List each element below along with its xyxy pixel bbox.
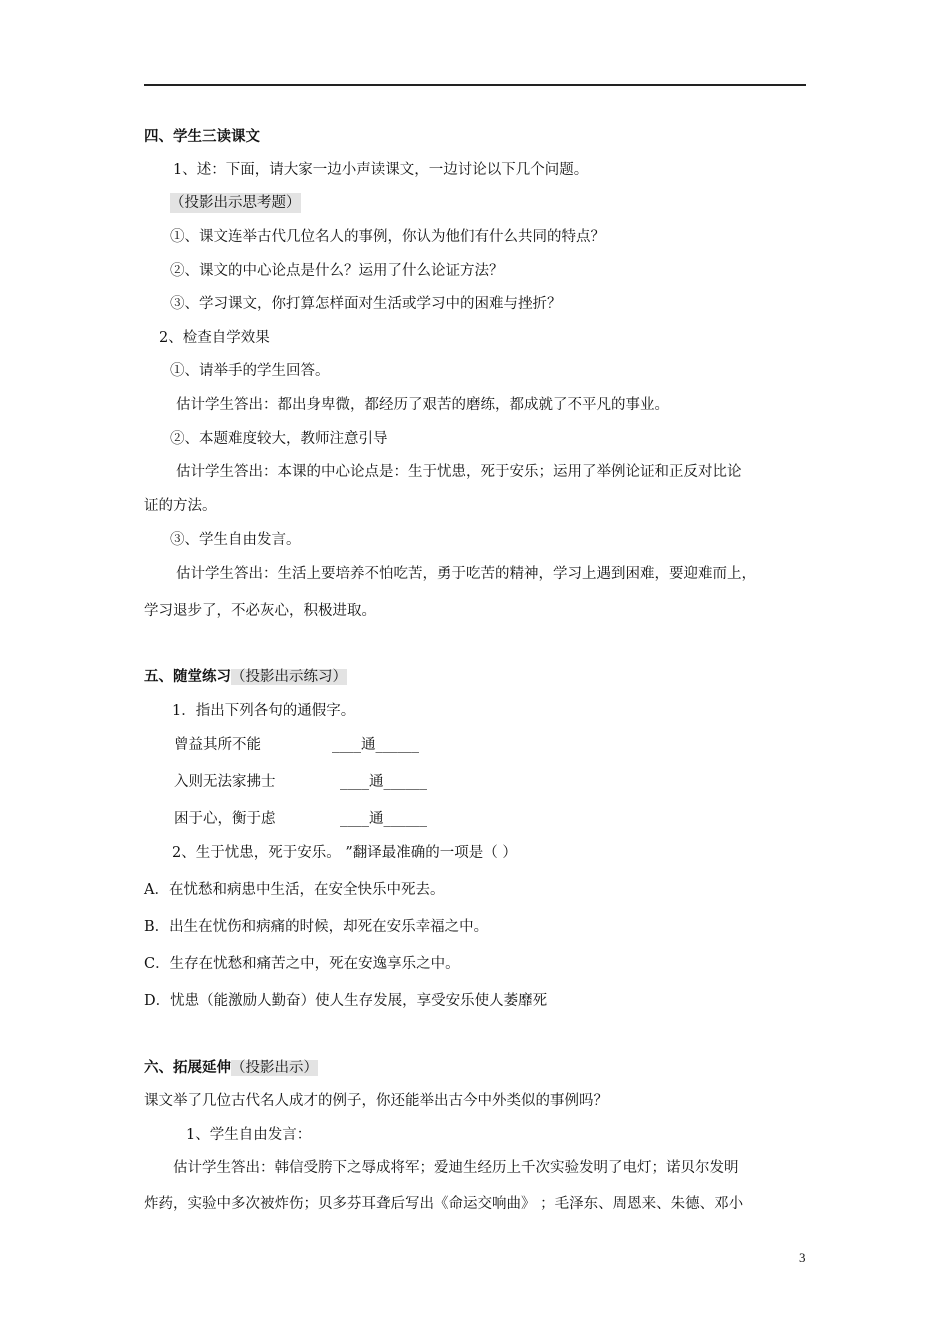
exercise-row-2-text: 入则无法家拂士 xyxy=(174,774,276,790)
header-rule xyxy=(144,84,806,86)
option-c: C．生存在忧愁和痛苦之中，死在安逸享乐之中。 xyxy=(144,956,460,972)
section-four-answer-1: 估计学生答出：都出身卑微，都经历了艰苦的磨练，都成就了不平凡的事业。 xyxy=(176,397,669,413)
section-five-heading-line xyxy=(144,667,347,687)
section-four-question-2: ②、课文的中心论点是什么？运用了什么论证方法？ xyxy=(170,263,504,279)
section-four-line-1: 1、述：下面，请大家一边小声读课文，一边讨论以下几个问题。 xyxy=(173,162,589,178)
exercise-row-2-blank: ____通______ xyxy=(340,774,427,790)
section-six-line-3: 估计学生答出：韩信受胯下之辱成将军；爱迪生经历上千次实验发明了电灯；诺贝尔发明 xyxy=(173,1160,739,1176)
section-five-line-1: 1．指出下列各句的通假字。 xyxy=(172,703,356,719)
exercise-row-1-text: 曾益其所不能 xyxy=(174,737,261,753)
section-six-heading-line xyxy=(144,1058,318,1078)
section-four-answer-3: 估计学生答出：生活上要培养不怕吃苦，勇于吃苦的精神，学习上遇到困难，要迎难而上， xyxy=(176,566,756,582)
section-six-line-4: 炸药，实验中多次被炸伤；贝多芬耳聋后写出《命运交响曲》 ；毛泽东、周恩来、朱德、邓小 xyxy=(144,1196,744,1212)
section-five-projection-note: （投影出示练习） xyxy=(231,669,347,685)
option-a: A．在忧愁和病患中生活，在安全快乐中死去。 xyxy=(144,882,445,898)
section-four-answer-2-cont: 证的方法。 xyxy=(144,498,217,514)
page-number: 3 xyxy=(799,1250,806,1265)
section-six-heading: 六、拓展延伸 xyxy=(144,1059,231,1076)
exercise-row-1-blank: ____通______ xyxy=(332,737,419,753)
section-four-answer-3-cont: 学习退步了，不必灰心，积极进取。 xyxy=(144,603,376,619)
section-four-line-check: 2、检查自学效果 xyxy=(159,330,270,346)
section-five-heading: 五、随堂练习 xyxy=(144,668,231,685)
option-d: D．忧患（能激励人勤奋）使人生存发展，享受安乐使人萎靡死 xyxy=(144,993,548,1009)
section-six-projection-note: （投影出示） xyxy=(231,1060,318,1076)
section-four-answer-2: 估计学生答出：本课的中心论点是：生于忧患，死于安乐；运用了举例论证和正反对比论 xyxy=(176,464,742,480)
section-four-answer-3-prompt: ③、学生自由发言。 xyxy=(170,532,301,548)
exercise-row-3-text: 困于心，衡于虑 xyxy=(174,811,276,827)
exercise-row-3-blank: ____通______ xyxy=(340,811,427,827)
section-four-answer-1-prompt: ①、请举手的学生回答。 xyxy=(170,363,330,379)
section-six-line-1: 课文举了几位古代名人成才的例子，你还能举出古今中外类似的事例吗？ xyxy=(144,1093,608,1109)
section-four-heading: 四、学生三读课文 xyxy=(144,128,260,145)
section-four-answer-2-prompt: ②、本题难度较大，教师注意引导 xyxy=(170,431,388,447)
section-five-line-2: 2、生于忧患，死于安乐。 ”翻译最准确的一项是（ ） xyxy=(172,845,517,861)
section-four-question-3: ③、学习课文，你打算怎样面对生活或学习中的困难与挫折？ xyxy=(170,296,562,312)
section-six-line-2: 1、学生自由发言： xyxy=(186,1127,312,1143)
option-b: B．出生在忧伤和病痛的时候，却死在安乐幸福之中。 xyxy=(144,919,489,935)
section-four-question-1: ①、课文连举古代几位名人的事例，你认为他们有什么共同的特点？ xyxy=(170,229,605,245)
section-four-projection-note: （投影出示思考题） xyxy=(170,195,301,211)
